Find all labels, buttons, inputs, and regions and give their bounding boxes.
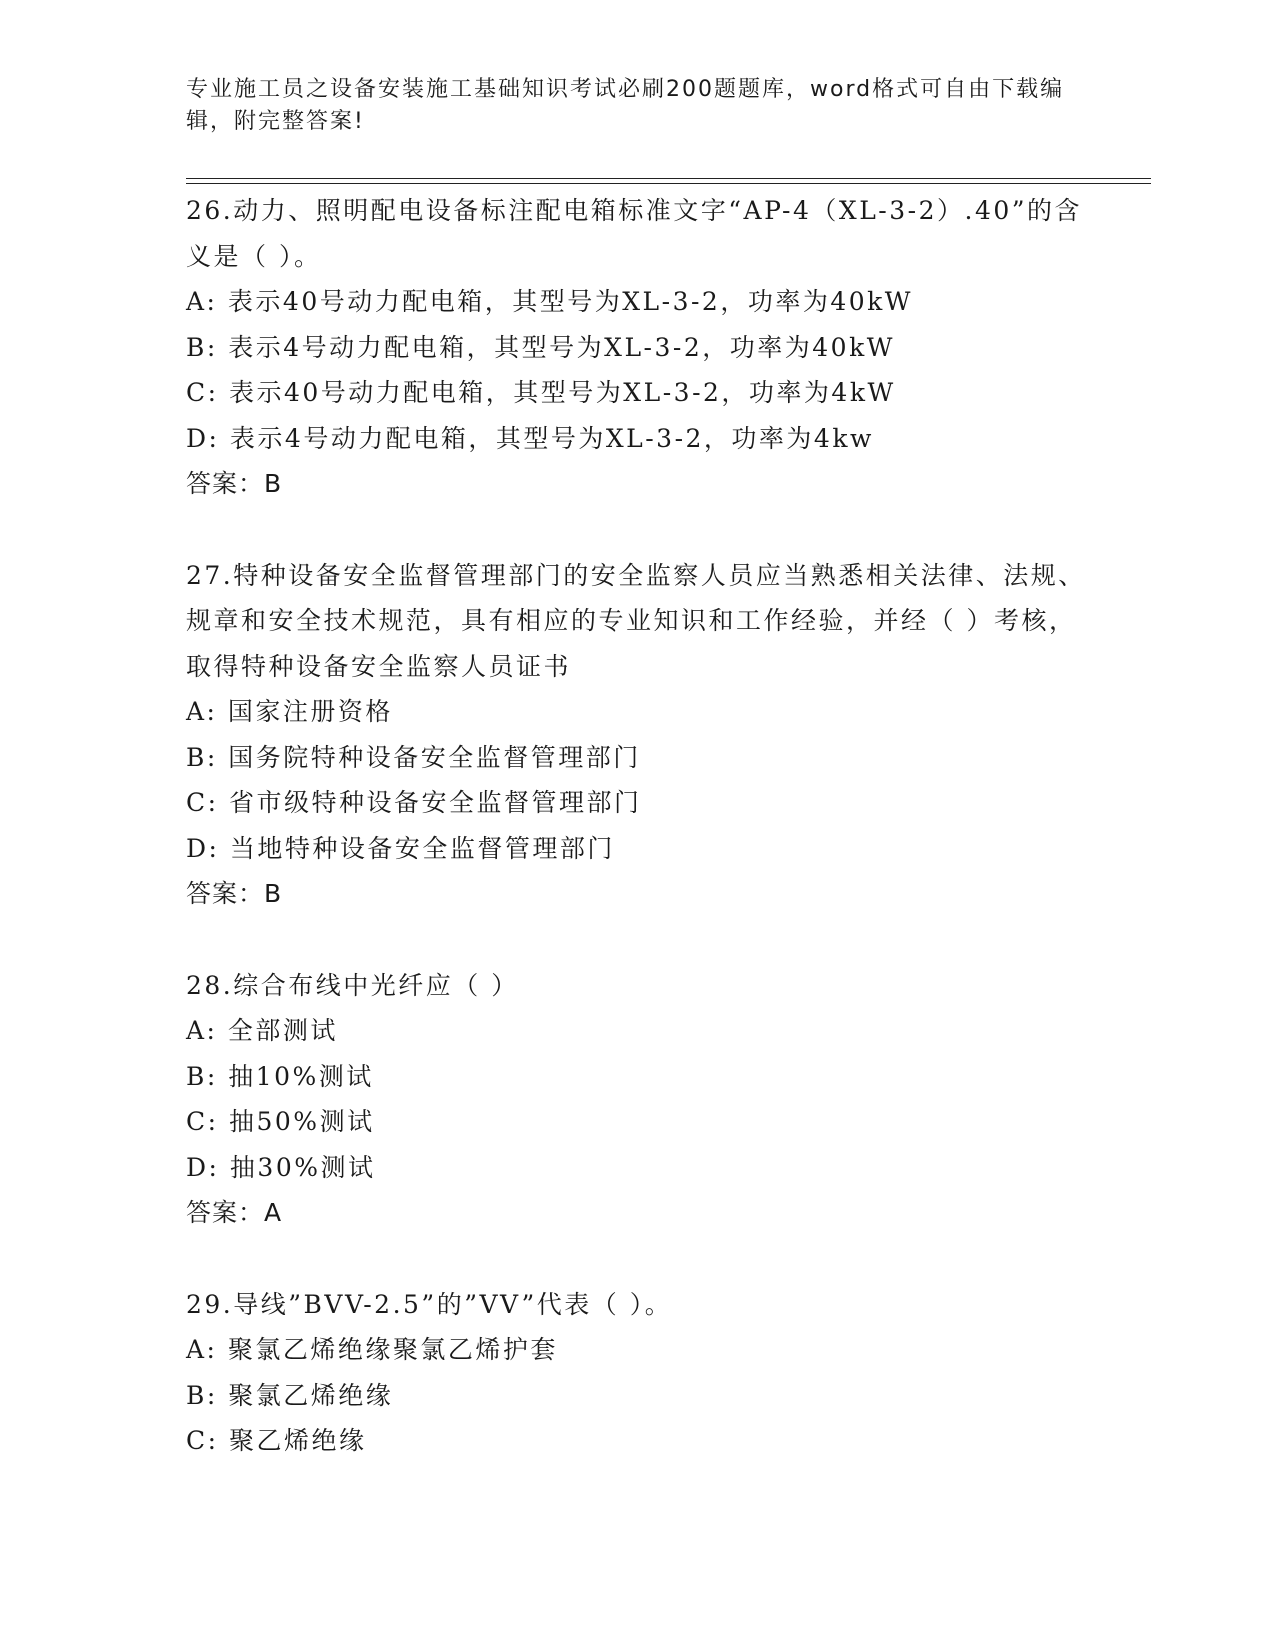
question-stem: 26.动力、照明配电设备标注配电箱标准文字“AP-4（XL-3-2）.40”的含义是（ ）。 [186,196,1083,271]
option-a: A: 表示40号动力配电箱，其型号为XL-3-2，功率为40kW [186,287,913,316]
option-d: D: 抽30%测试 [186,1152,376,1182]
header-divider-bottom [186,183,1151,184]
document-header: 专业施工员之设备安装施工基础知识考试必刷200题题库，word格式可自由下载编辑，附完整答案! [186,77,1065,134]
question-list [186,188,1086,1464]
question-26 [186,188,1086,507]
option-b: B: 国务院特种设备安全监督管理部门 [186,742,641,772]
question-28 [186,963,1086,1236]
option-b: B: 表示4号动力配电箱，其型号为XL-3-2，功率为40kW [186,332,895,362]
option-c: C: 省市级特种设备安全监督管理部门 [186,788,642,817]
option-c: C: 聚乙烯绝缘 [186,1426,367,1455]
answer-value: A [264,1198,283,1227]
option-a: A: 国家注册资格 [186,697,393,726]
option-c: C: 表示40号动力配电箱，其型号为XL-3-2，功率为4kW [186,378,896,407]
answer-value: B [264,469,283,498]
option-b: B: 抽10%测试 [186,1061,374,1091]
question-29 [186,1282,1086,1464]
option-d: D: 表示4号动力配电箱，其型号为XL-3-2，功率为4kw [186,423,874,453]
question-stem: 28.综合布线中光纤应（ ） [186,970,519,1000]
option-a: A: 聚氯乙烯绝缘聚氯乙烯护套 [186,1335,558,1364]
option-a: A: 全部测试 [186,1016,338,1045]
question-27 [186,553,1086,917]
answer-value: B [264,879,283,908]
answer-label: 答案： [186,469,265,498]
answer-label: 答案： [186,879,265,908]
option-d: D: 当地特种设备安全监督管理部门 [186,833,615,863]
answer-line [186,871,1086,917]
question-stem: 29.导线”BVV-2.5”的”VV”代表（ ）。 [186,1289,673,1319]
answer-line [186,461,1086,507]
answer-label: 答案： [186,1198,265,1227]
option-b: B: 聚氯乙烯绝缘 [186,1380,394,1410]
header-divider-top [186,178,1151,179]
option-c: C: 抽50%测试 [186,1107,375,1136]
question-stem: 27.特种设备安全监督管理部门的安全监察人员应当熟悉相关法律、法规、规章和安全技术规范，具有相应的专业知识和工作经验，并经（ ）考核，取得特种设备安全监察人员证书 [186,560,1086,681]
answer-line [186,1190,1086,1236]
